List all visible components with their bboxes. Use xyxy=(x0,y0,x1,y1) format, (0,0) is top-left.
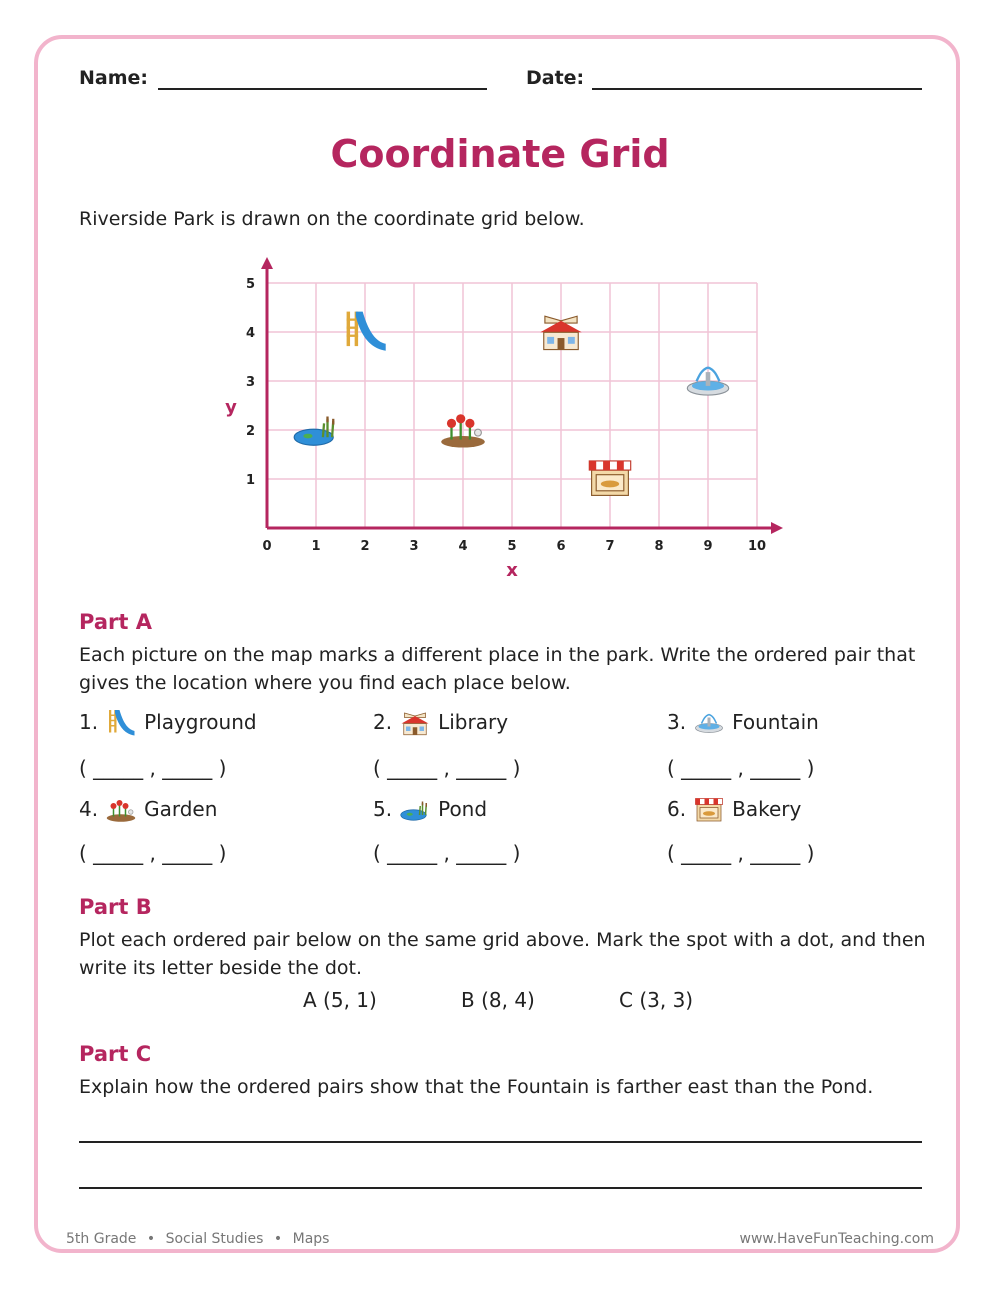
x-tick-label: 1 xyxy=(311,539,321,554)
ordered-pair-answer-blank[interactable]: ( _____ , _____ ) xyxy=(667,841,815,865)
answer-line-1[interactable] xyxy=(79,1141,922,1143)
slide-icon xyxy=(106,707,136,737)
footer-separator: • xyxy=(273,1231,283,1247)
library-icon xyxy=(400,707,430,737)
item-number: 1. xyxy=(79,710,99,734)
answer-line-2[interactable] xyxy=(79,1187,922,1189)
ordered-pair-answer-blank[interactable]: ( _____ , _____ ) xyxy=(79,756,227,780)
x-tick-label: 0 xyxy=(262,539,272,554)
y-tick-label: 1 xyxy=(245,473,255,488)
place-item-fountain xyxy=(667,707,819,737)
item-number: 6. xyxy=(667,797,687,821)
part-a-instructions-line1: Each picture on the map marks a different place in the park. Write the ordered pair that xyxy=(79,644,916,666)
x-tick-label: 6 xyxy=(556,539,566,554)
page-title: Coordinate Grid xyxy=(330,132,670,176)
pond-icon xyxy=(400,794,430,824)
tick-labels xyxy=(246,277,766,554)
part-b-instructions-line2: write its letter beside the dot. xyxy=(79,957,362,979)
part-a-instructions-line2: gives the location where you find each place below. xyxy=(79,672,571,694)
slide-icon xyxy=(347,312,386,351)
footer-website: www.HaveFunTeaching.com xyxy=(739,1231,934,1247)
place-item-library xyxy=(373,707,508,737)
x-tick-label: 9 xyxy=(703,539,713,554)
part-c-heading: Part C xyxy=(79,1042,152,1066)
ordered-pair-answer-blank[interactable]: ( _____ , _____ ) xyxy=(373,841,521,865)
item-number: 3. xyxy=(667,710,687,734)
part-c-question: Explain how the ordered pairs show that the Fountain is farther east than the Pond. xyxy=(79,1076,874,1098)
grid-lines xyxy=(267,283,757,528)
item-label: Bakery xyxy=(732,797,802,821)
y-tick-label: 5 xyxy=(245,277,255,292)
ordered-pair-b: B (8, 4) xyxy=(461,988,535,1012)
ordered-pair-c: C (3, 3) xyxy=(619,988,694,1012)
ordered-pair-answer-blank[interactable]: ( _____ , _____ ) xyxy=(79,841,227,865)
item-label: Fountain xyxy=(732,710,819,734)
footer-separator: • xyxy=(146,1231,156,1247)
part-b-instructions-line1: Plot each ordered pair below on the same grid above. Mark the spot with a dot, and then xyxy=(79,929,926,951)
item-label: Pond xyxy=(438,797,488,821)
y-axis-arrow xyxy=(261,257,273,269)
item-label: Library xyxy=(438,710,509,734)
x-axis-arrow xyxy=(771,522,783,534)
y-tick-label: 3 xyxy=(245,375,255,390)
bakery-icon xyxy=(694,794,724,824)
fountain-icon xyxy=(694,707,724,737)
footer-topic: Maps xyxy=(292,1231,330,1247)
x-tick-label: 8 xyxy=(654,539,664,554)
place-item-playground xyxy=(79,707,257,737)
x-tick-label: 7 xyxy=(605,539,615,554)
ordered-pair-answer-blank[interactable]: ( _____ , _____ ) xyxy=(373,756,521,780)
place-item-bakery xyxy=(667,794,801,824)
bakery-icon xyxy=(589,461,630,496)
ordered-pair-answer-blank[interactable]: ( _____ , _____ ) xyxy=(667,756,815,780)
library-icon xyxy=(540,316,581,349)
x-tick-label: 3 xyxy=(409,539,419,554)
x-tick-label: 10 xyxy=(747,539,767,554)
item-label: Playground xyxy=(144,710,257,734)
y-tick-label: 2 xyxy=(245,424,255,439)
x-tick-label: 2 xyxy=(360,539,370,554)
intro-text: Riverside Park is drawn on the coordinate grid below. xyxy=(79,208,585,230)
coordinate-grid xyxy=(0,0,1000,600)
place-item-pond xyxy=(373,794,487,824)
part-b-heading: Part B xyxy=(79,895,152,919)
item-number: 5. xyxy=(373,797,393,821)
footer-subject: Social Studies xyxy=(165,1231,264,1247)
footer-breadcrumb xyxy=(66,1231,329,1247)
pond-icon xyxy=(294,417,334,446)
name-label: Name: xyxy=(79,67,149,89)
item-number: 2. xyxy=(373,710,393,734)
garden-icon xyxy=(106,794,136,824)
x-tick-label: 4 xyxy=(458,539,468,554)
x-axis-label: x xyxy=(506,560,518,581)
y-tick-label: 4 xyxy=(245,326,255,341)
footer-grade: 5th Grade xyxy=(66,1231,137,1247)
place-item-garden xyxy=(79,794,217,824)
x-tick-label: 5 xyxy=(507,539,517,554)
y-axis-label: y xyxy=(225,397,237,418)
ordered-pair-a: A (5, 1) xyxy=(303,988,377,1012)
date-label: Date: xyxy=(526,67,585,89)
item-number: 4. xyxy=(79,797,99,821)
item-label: Garden xyxy=(144,797,218,821)
part-a-heading: Part A xyxy=(79,610,152,634)
